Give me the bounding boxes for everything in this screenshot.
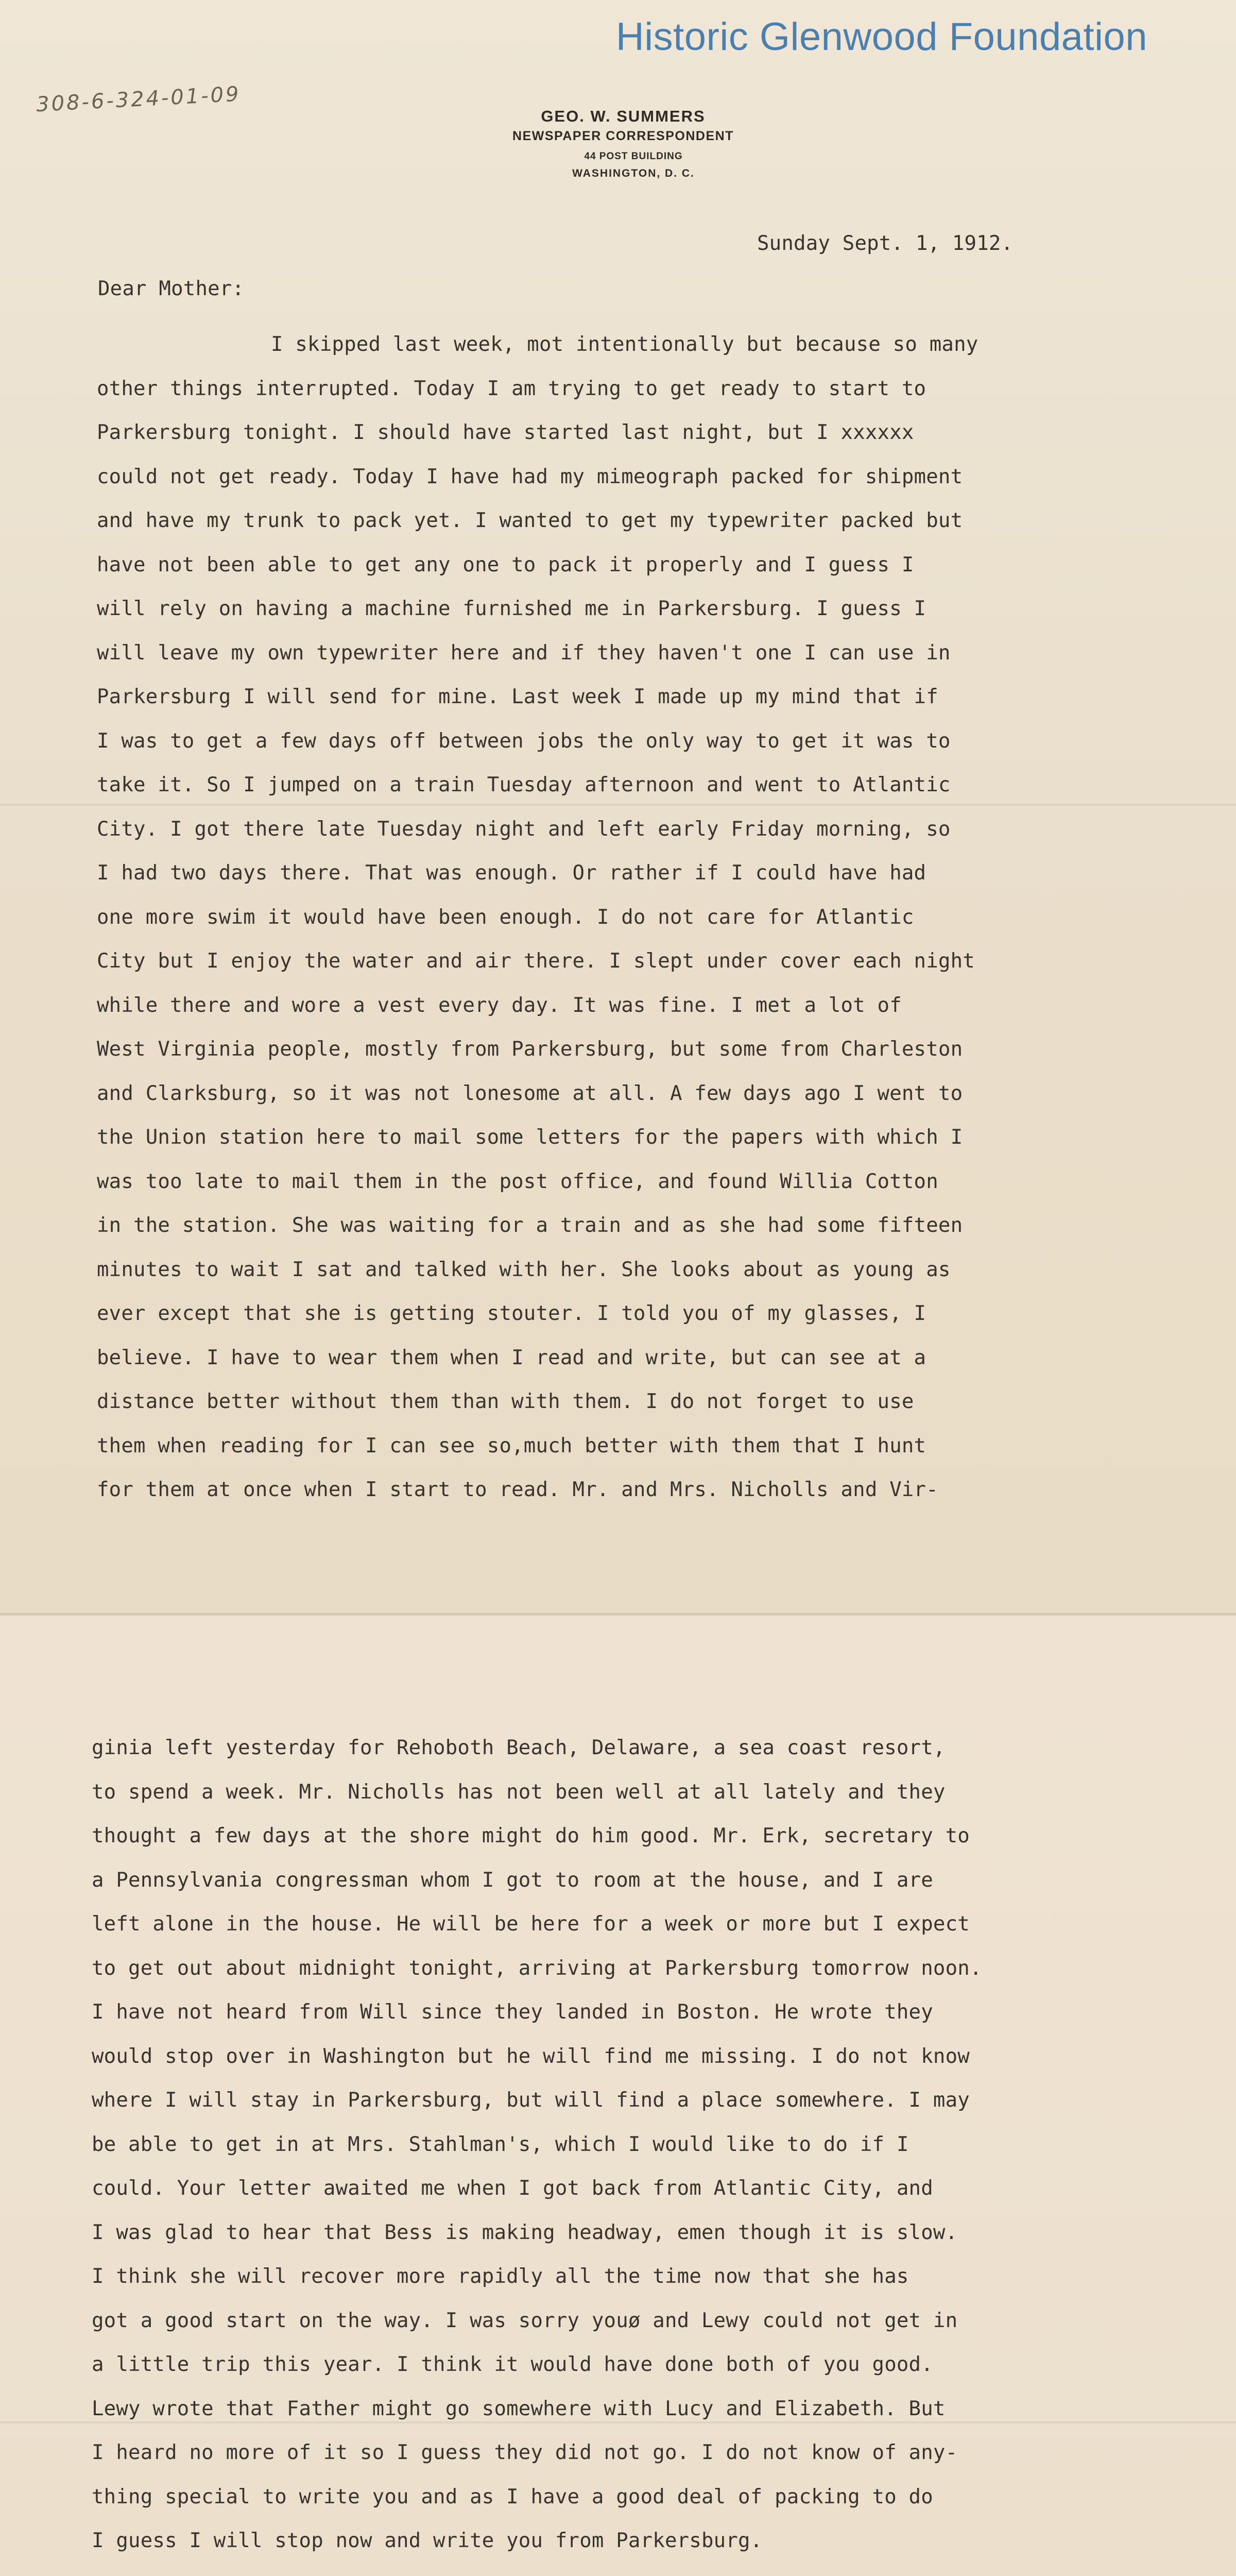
body-line: I think she will recover more rapidly all the time now that she has	[92, 2265, 909, 2288]
body-line: a Pennsylvania congressman whom I got to room at the house, and I are	[92, 1868, 933, 1892]
body-line: Lewy wrote that Father might go somewhere with Lucy and Elizabeth. But	[92, 2397, 946, 2420]
body-line: I had two days there. That was enough. Or rather if I could have had	[97, 861, 926, 885]
letterhead-address: 44 POST BUILDING	[584, 151, 683, 162]
body-line: distance better without them than with them. I do not forget to use	[97, 1390, 914, 1413]
letterhead-title: NEWSPAPER CORRESPONDENT	[512, 129, 734, 143]
body-line: one more swim it would have been enough. I do not care for Atlantic	[97, 905, 914, 929]
body-line: other things interrupted. Today I am trying to get ready to start to	[97, 377, 926, 400]
body-line: would stop over in Washington but he will find me missing. I do not know	[92, 2044, 970, 2068]
body-line: to get out about midnight tonight, arriving at Parkersburg tomorrow noon.	[92, 1956, 982, 1980]
body-line: a little trip this year. I think it would have done both of you good.	[92, 2353, 933, 2376]
body-line: West Virginia people, mostly from Parkersburg, but some from Charleston	[97, 1038, 963, 1061]
body-line: I was glad to hear that Bess is making headway, emen though it is slow.	[92, 2221, 958, 2244]
body-line: could not get ready. Today I have had my mimeograph packed for shipment	[97, 465, 963, 488]
body-line: will rely on having a machine furnished me in Parkersburg. I guess I	[97, 597, 926, 620]
body-line: thought a few days at the shore might do him good. Mr. Erk, secretary to	[92, 1824, 970, 1848]
body-line: and Clarksburg, so it was not lonesome at all. A few days ago I went to	[97, 1081, 963, 1105]
body-line: ever except that she is getting stouter. I told you of my glasses, I	[97, 1302, 926, 1325]
body-line: to spend a week. Mr. Nicholls has not been well at all lately and they	[92, 1780, 946, 1804]
body-line: left alone in the house. He will be here for a week or more but I expect	[92, 1912, 970, 1936]
body-line: have not been able to get any one to pack it properly and I guess I	[97, 553, 914, 577]
letterhead	[443, 107, 803, 180]
body-line: was too late to mail them in the post office, and found Willia Cotton	[97, 1170, 938, 1193]
body-line: I was to get a few days off between jobs the only way to get it was to	[97, 729, 951, 753]
letter-body-page-2	[92, 1726, 982, 2563]
body-line: for them at once when I start to read. Mr. and Mrs. Nicholls and Vir-	[97, 1478, 938, 1501]
body-line: City but I enjoy the water and air there. I slept under cover each night	[97, 950, 975, 973]
letterhead-city: WASHINGTON, D. C.	[572, 167, 695, 179]
body-line: them when reading for I can see so,much better with them that I hunt	[97, 1434, 926, 1458]
body-line: will leave my own typewriter here and if they haven't one I can use in	[97, 641, 951, 665]
letter-body-page-1	[97, 323, 978, 1512]
body-line: thing special to write you and as I have a good deal of packing to do	[92, 2485, 933, 2509]
salutation: Dear Mother:	[98, 277, 245, 300]
body-line: the Union station here to mail some letters for the papers with which I	[97, 1126, 963, 1149]
letter-date: Sunday Sept. 1, 1912.	[757, 232, 1014, 255]
body-line: believe. I have to wear them when I read and write, but can see at a	[97, 1346, 926, 1369]
archive-id-handwritten: 308-6-324-01-09	[36, 82, 242, 117]
body-line: Parkersburg tonight. I should have started last night, but I xxxxxx	[97, 421, 914, 444]
foundation-watermark: Historic Glenwood Foundation	[615, 15, 1147, 59]
body-line: where I will stay in Parkersburg, but will find a place somewhere. I may	[92, 2089, 970, 2112]
body-line: could. Your letter awaited me when I got back from Atlantic City, and	[92, 2177, 933, 2200]
page-fold	[0, 1613, 1236, 1617]
body-line: be able to get in at Mrs. Stahlman's, which I would like to do if I	[92, 2132, 909, 2156]
body-line: ginia left yesterday for Rehoboth Beach, Delaware, a sea coast resort,	[92, 1736, 946, 1759]
body-line: Parkersburg I will send for mine. Last week I made up my mind that if	[97, 685, 938, 708]
letterhead-name: GEO. W. SUMMERS	[541, 107, 706, 125]
body-line: while there and wore a vest every day. It was fine. I met a lot of	[97, 993, 902, 1017]
body-line: City. I got there late Tuesday night and left early Friday morning, so	[97, 817, 951, 841]
body-line: minutes to wait I sat and talked with her. She looks about as young as	[97, 1258, 951, 1281]
body-line: I skipped last week, mot intentionally but because so many	[271, 333, 978, 356]
body-line: I guess I will stop now and write you from Parkersburg.	[92, 2529, 763, 2552]
body-line: take it. So I jumped on a train Tuesday afternoon and went to Atlantic	[97, 773, 951, 796]
body-line: got a good start on the way. I was sorry youø and Lewy could not get in	[92, 2309, 958, 2332]
body-line: I have not heard from Will since they landed in Boston. He wrote they	[92, 2001, 933, 2024]
body-line: in the station. She was waiting for a train and as she had some fifteen	[97, 1214, 963, 1237]
body-line: I heard no more of it so I guess they did not go. I do not know of any-	[92, 2441, 958, 2464]
body-line: and have my trunk to pack yet. I wanted to get my typewriter packed but	[97, 509, 963, 532]
